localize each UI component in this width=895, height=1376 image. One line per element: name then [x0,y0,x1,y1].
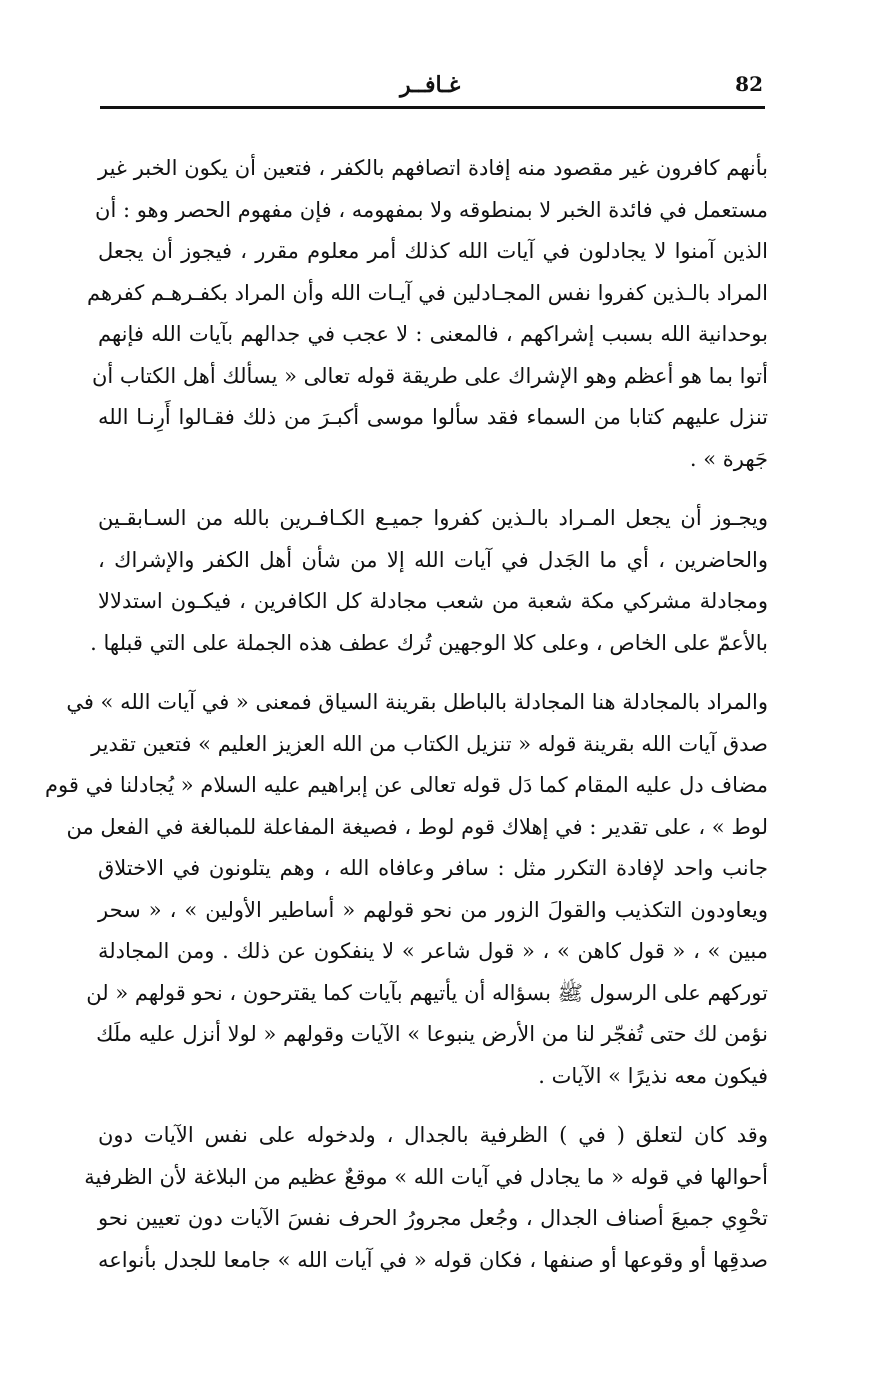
paragraph-3 [45,682,768,1097]
text-line: ومجادلة مشركي مكة شعبة من شعب مجادلة كل الكافرين ، فيكـون استدلالا [98,589,768,613]
page-number: 82 [735,72,763,96]
text-line: فيكون معه نذيرًا » الآيات . [538,1063,768,1088]
text-line: توركهم على الرسول ﷺ بسؤاله أن يأتيهم بآيات كما يقترحون ، نحو قولهم « لن [86,980,768,1005]
text-line: لوط » ، على تقدير : في إهلاك قوم لوط ، فصيغة المفاعلة للمبالغة في الفعل من [66,814,768,839]
page-header [100,66,765,106]
text-line: صدق آيات الله بقرينة قوله « تنزيل الكتاب من الله العزيز العليم » فتعين تقدير [91,731,768,756]
text-line: والمراد بالمجادلة هنا المجادلة بالباطل بقرينة السياق فمعنى « في آيات الله » في [66,690,768,714]
text-line: تنزل عليهم كتابا من السماء فقد سألوا موسى أكبـرَ من ذلك فقـالوا أَرِنـا الله [98,405,768,429]
text-line: بأنهم كافرون غير مقصود منه إفادة اتصافهم بالكفر ، فتعين أن يكون الخبر غير [98,156,768,180]
paragraph-1 [87,148,768,480]
text-line: جَهرة » . [689,446,768,471]
text-line: ويعاودون التكذيب والقولَ الزور من نحو قولهم « أساطير الأولين » ، « سحر [98,897,768,922]
text-line: صدقِها أو وقوعها أو صنفها ، فكان قوله « في آيات الله » جامعا للجدل بأنواعه [98,1247,768,1272]
text-line: والحاضرين ، أي ما الجَدل في آيات الله إلا من شأن أهل الكفر والإشراك ، [98,547,768,572]
text-line: بالأعمّ على الخاص ، وعلى كلا الوجهين تُرك عطف هذه الجملة على التي قبلها . [90,630,768,655]
text-line: أتوا بما هو أعظم وهو الإشراك على طريقة قوله تعالى « يسألك أهل الكتاب أن [91,363,768,388]
body-text [45,148,768,1299]
text-line: وقد كان لتعلق ( في ) الظرفية بالجدال ، ولدخوله على نفس الآيات دون [98,1123,768,1147]
text-line: مبين » ، « قول كاهن » ، « قول شاعر » لا ينفكون عن ذلك . ومن المجادلة [98,939,768,963]
text-line: تحْوِي جميعَ أصناف الجدال ، وجُعل مجرورُ الحرف نفسَ الآيات دون تعيين نحو [98,1206,768,1230]
text-line: الذين آمنوا لا يجادلون في آيات الله كذلك أمر معلوم مقرر ، فيجوز أن يجعل [98,239,768,263]
text-line: مضاف دل عليه المقام كما دَل قوله تعالى عن إبراهيم عليه السلام « يُجادلنا في قوم [45,773,768,797]
text-line: بوحدانية الله بسبب إشراكهم ، فالمعنى : لا عجب في جدالهم بآيات الله فإنهم [98,322,768,346]
text-line: أحوالها في قوله « ما يجادل في آيات الله » موقعٌ عظيم من البلاغة لأن الظرفية [84,1164,768,1189]
paragraph-4 [84,1115,768,1281]
text-line: مستعمل في فائدة الخبر لا بمنطوقه ولا بمفهومه ، فإن مفهوم الحصر وهو : أن [95,197,768,222]
text-line: ويجـوز أن يجعل المـراد بالـذين كفروا جميـع الكـافـرين بالله من السـابقـين [98,506,768,530]
text-line: المراد بالـذين كفروا نفس المجـادلين في آيـات الله وأن المراد بكفـرهـم كفرهم [87,280,768,305]
paragraph-2 [90,498,768,664]
running-title: غـافــر [400,72,461,98]
text-line: جانب واحد لإفادة التكرر مثل : سافر وعافاه الله ، وهم يتلونون في الاختلاق [98,856,768,880]
text-line: نؤمن لك حتى تُفجّر لنا من الأرض ينبوعا » الآيات وقولهم « لولا أنزل عليه ملَك [96,1022,768,1046]
header-rule [100,106,765,109]
